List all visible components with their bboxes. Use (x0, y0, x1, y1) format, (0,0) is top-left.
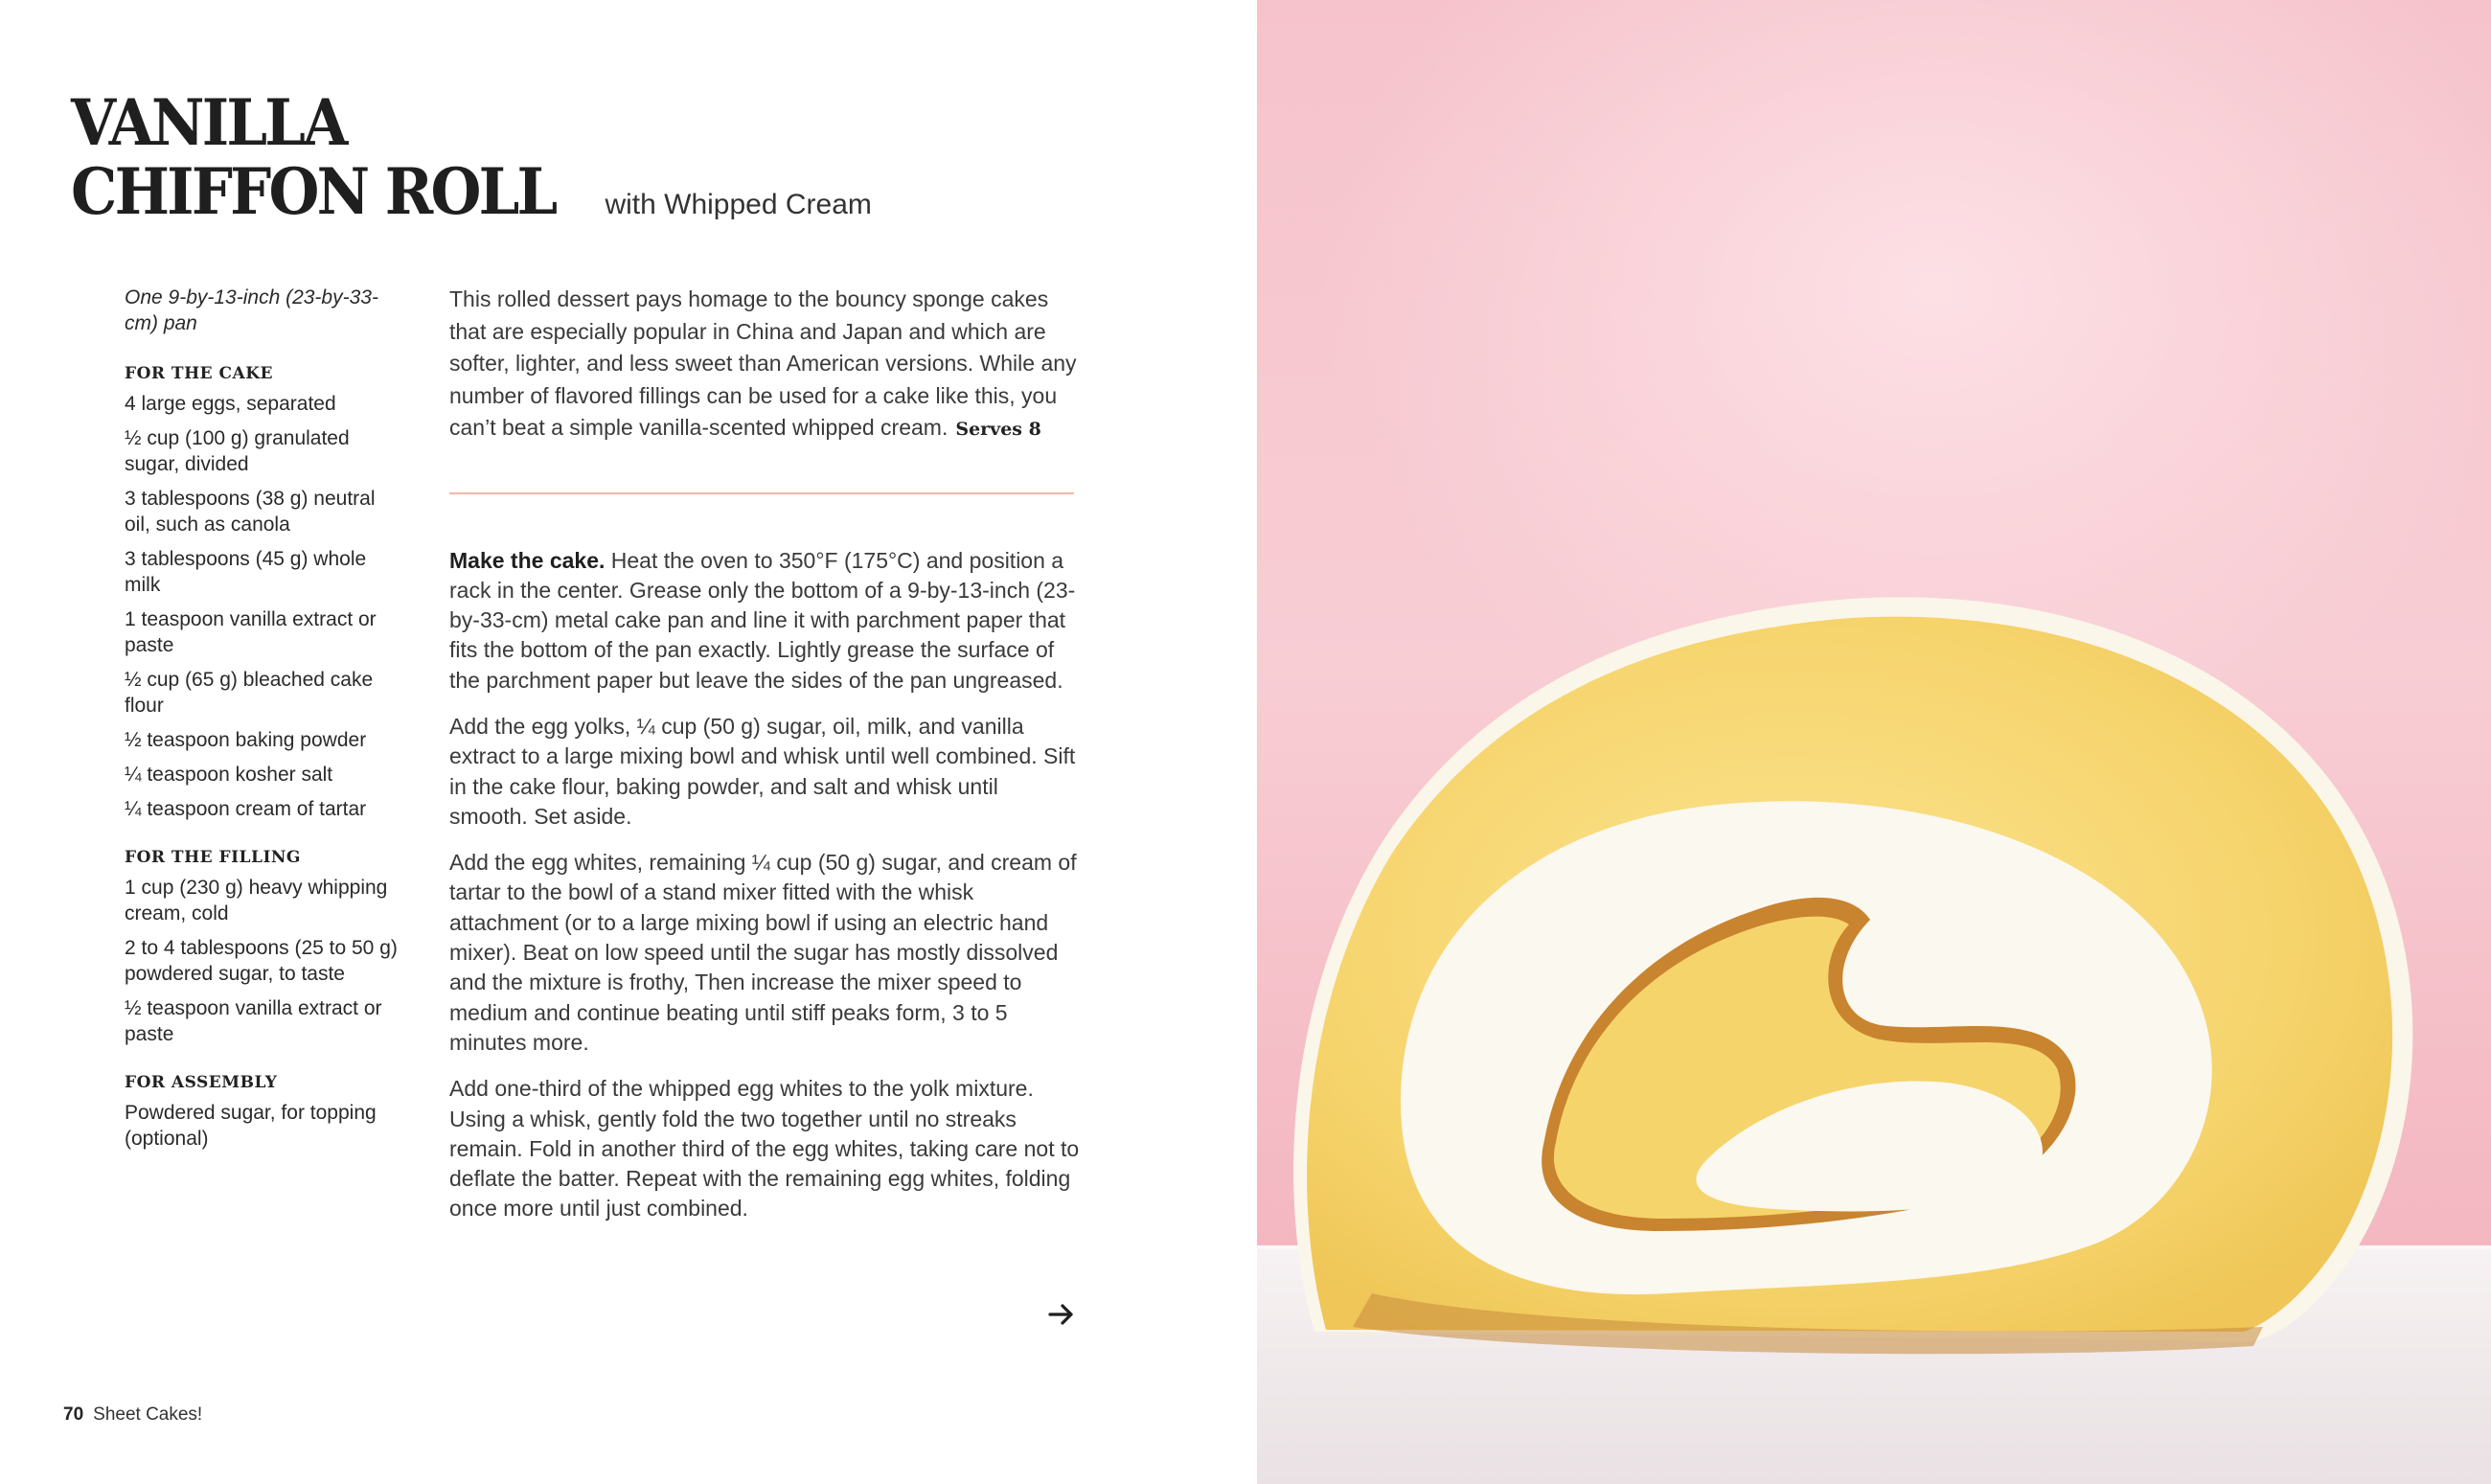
ingredient-list (125, 285, 402, 1175)
ingredient-item: 3 tablespoons (38 g) neutral oil, such as canola (125, 488, 376, 536)
ingredient-group-cake (125, 361, 402, 822)
ingredient-item: Powdered sugar, for topping (optional) (125, 1102, 377, 1150)
ingredient-item: ½ teaspoon baking powder (125, 729, 367, 751)
pan-size: One 9-by-13-inch (23-by-33-cm) pan (125, 286, 378, 334)
method-column (449, 284, 1082, 1241)
ingredient-item: ½ teaspoon vanilla extract or paste (125, 997, 382, 1045)
serves-count: Serves 8 (955, 419, 1041, 440)
ingredient-item: ½ cup (65 g) bleached cake flour (125, 669, 374, 717)
arrow-right-icon[interactable] (1047, 1300, 1076, 1329)
ingredient-item: ½ cup (100 g) granulated sugar, divided (125, 427, 350, 475)
ingredient-item: ¼ teaspoon cream of tartar (125, 798, 367, 820)
ingredient-heading: FOR THE CAKE (125, 364, 273, 383)
ingredient-group-assembly (125, 1070, 402, 1152)
ingredient-item: 4 large eggs, separated (125, 393, 336, 415)
method-step (449, 546, 1082, 696)
section-divider (449, 492, 1074, 494)
ingredient-item: 1 teaspoon vanilla extract or paste (125, 608, 377, 656)
ingredient-item: 3 tablespoons (45 g) whole milk (125, 548, 367, 596)
method-step (449, 848, 1082, 1058)
step-lead: Make the cake. (449, 547, 606, 573)
cake-roll-photo (1257, 0, 2491, 1484)
book-title: Sheet Cakes! (93, 1404, 203, 1425)
recipe-intro (449, 284, 1082, 446)
method-step (449, 1074, 1082, 1223)
title-line-1: VANILLA (71, 85, 346, 160)
page-number: 70 (63, 1404, 84, 1425)
ingredient-item: ¼ teaspoon kosher salt (125, 764, 333, 786)
ingredient-group-filling (125, 845, 402, 1047)
intro-text: This rolled dessert pays homage to the bouncy sponge cakes that are especially popular in China and Japan and which are softer, lighter, and less sweet than American versions. While any number of flavored fillings can be used for a cake like this, you can’t beat a simple vanilla-scented whipped cream. (449, 286, 1077, 440)
method-step (449, 712, 1082, 832)
step-text: Add the egg yolks, ¼ cup (50 g) sugar, oil, milk, and vanilla extract to a large mixing bowl and whisk until well combined. Sift in the cake flour, baking powder, and salt and whisk until smooth. Set aside. (449, 713, 1076, 829)
recipe-subtitle: with Whipped Cream (605, 189, 872, 220)
title-line-2: CHIFFON ROLL (71, 154, 556, 229)
recipe-title (71, 85, 872, 229)
title-row (71, 154, 872, 229)
step-text: Add one-third of the whipped egg whites to the yolk mixture. Using a whisk, gently fold the two together until no streaks remain. Fold in another third of the egg whites, taking care not to deflate the batter. Repeat with the remaining egg whites, folding once more until just combined. (449, 1076, 1080, 1221)
ingredient-item: 1 cup (230 g) heavy whipping cream, cold (125, 877, 388, 925)
ingredient-heading: FOR ASSEMBLY (125, 1073, 278, 1092)
ingredient-heading: FOR THE FILLING (125, 848, 301, 867)
step-text: Heat the oven to 350°F (175°C) and position a rack in the center. Grease only the bottom of a 9-by-13-inch (23-by-33-cm) metal cake pan and line it with parchment paper that fits the bottom of the pan exactly. Lightly grease the surface of the parchment paper but leave the sides of the pan ungreased. (449, 547, 1076, 693)
step-text: Add the egg whites, remaining ¼ cup (50 g) sugar, and cream of tartar to the bowl of a stand mixer fitted with the whisk attachment (or to a large mixing bowl if using an electric hand mixer). Beat on low speed until the sugar has mostly dissolved and the mixture is frothy, Then increase the mixer speed to medium and continue beating until stiff peaks form, 3 to 5 minutes more. (449, 850, 1077, 1055)
page-footer (63, 1404, 202, 1426)
ingredient-item: 2 to 4 tablespoons (25 to 50 g) powdered sugar, to taste (125, 937, 398, 985)
